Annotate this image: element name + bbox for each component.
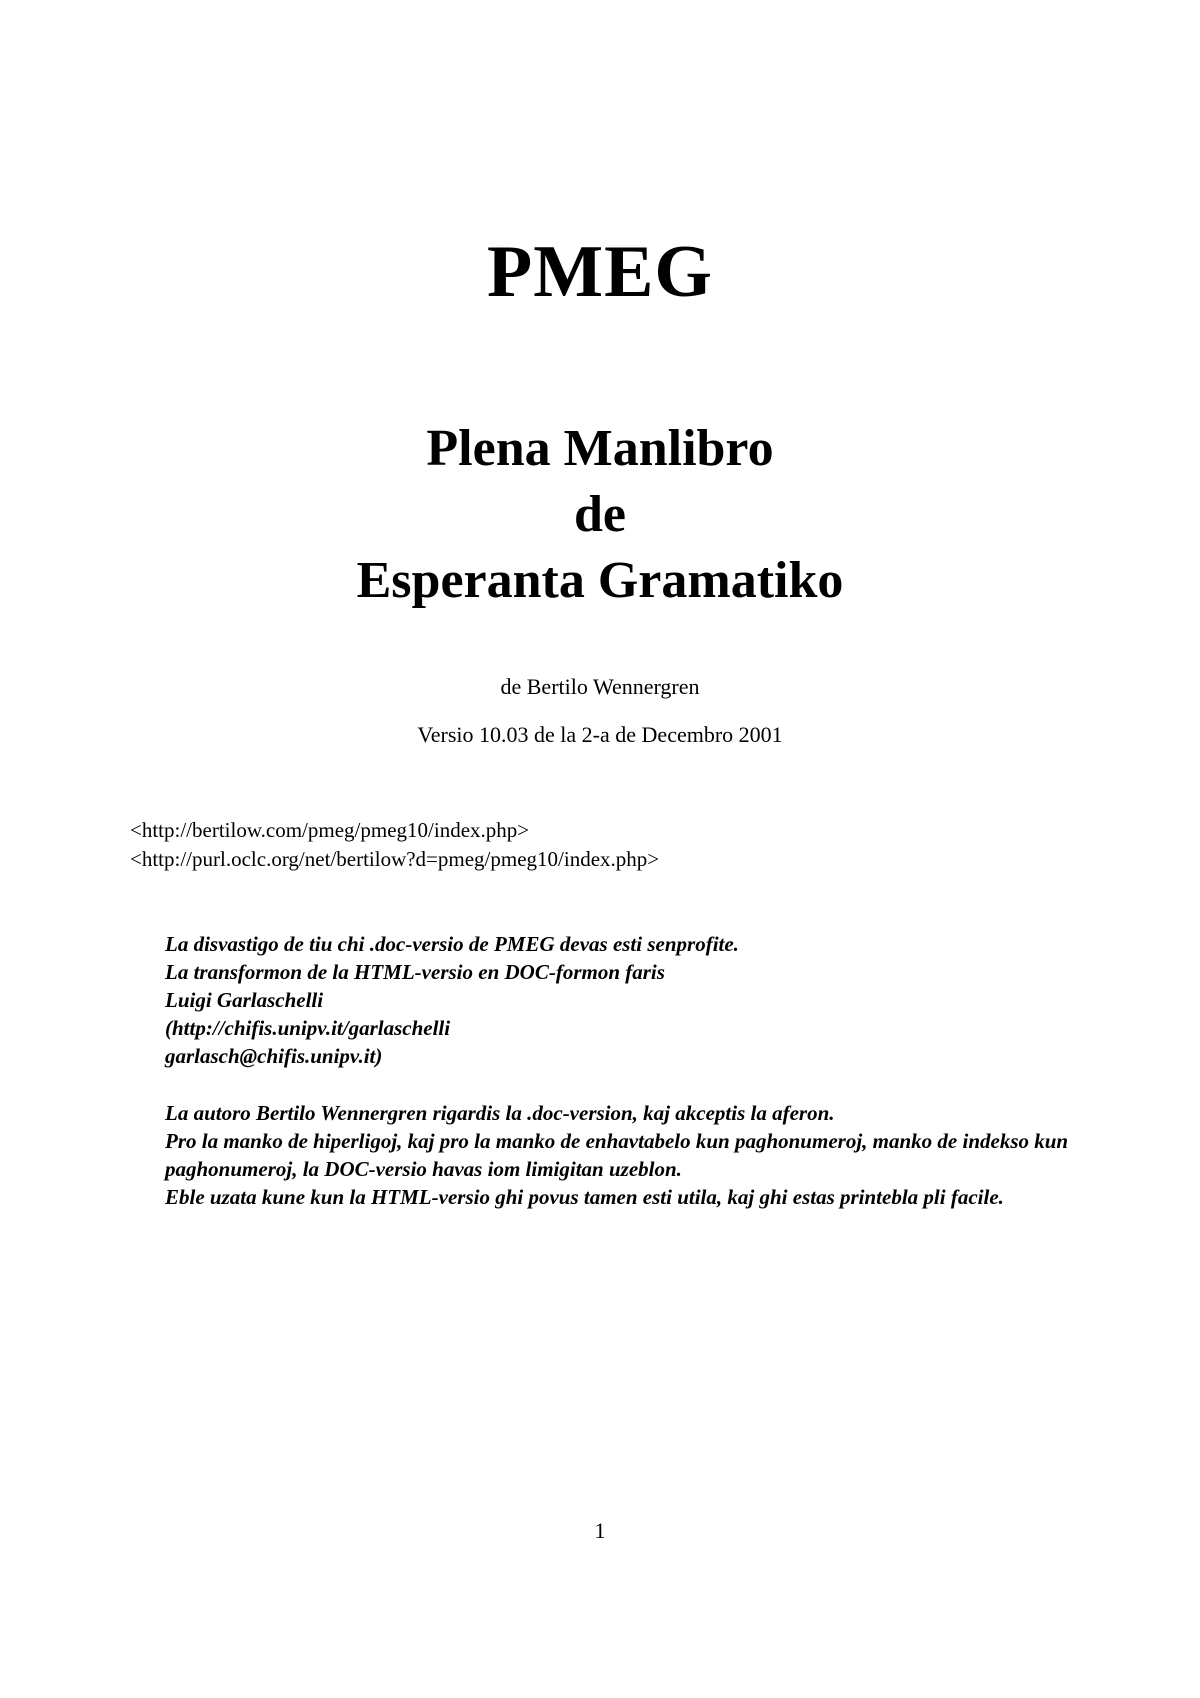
version-line: Versio 10.03 de la 2-a de Decembro 2001 bbox=[417, 722, 783, 747]
url-link-purl[interactable]: <http://purl.oclc.org/net/bertilow?d=pmeg/pmeg10/index.php> bbox=[130, 847, 660, 871]
full-title-line: Plena Manlibro bbox=[426, 420, 774, 477]
conversion-note-line: Luigi Garlaschelli bbox=[165, 988, 324, 1012]
document-acronym-title: PMEG bbox=[487, 231, 713, 313]
conversion-note-line: La transformon de la HTML-versio en DOC-formon faris bbox=[165, 960, 665, 984]
full-title-line: de bbox=[574, 486, 626, 543]
conversion-note bbox=[165, 930, 1085, 1070]
usage-note-line: Pro la manko de hiperligoj, kaj pro la manko de enhavtabelo kun paghonumeroj, manko de indekso kun paghonumeroj, la DOC-versio havas iom limigitan uzeblon. bbox=[165, 1129, 1069, 1181]
conversion-note-line: La disvastigo de tiu chi .doc-versio de PMEG devas esti senprofite. bbox=[165, 932, 739, 956]
usage-note-line: Eble uzata kune kun la HTML-versio ghi povus tamen esti utila, kaj ghi estas printebla pli facile. bbox=[165, 1185, 1004, 1209]
author-line: de Bertilo Wennergren bbox=[500, 674, 700, 699]
conversion-note-line: garlasch@chifis.unipv.it) bbox=[165, 1044, 383, 1068]
document-full-title bbox=[0, 416, 1200, 614]
conversion-note-line: (http://chifis.unipv.it/garlaschelli bbox=[165, 1016, 451, 1040]
full-title-line: Esperanta Gramatiko bbox=[356, 552, 844, 609]
usage-note bbox=[165, 1099, 1085, 1211]
url-list bbox=[130, 816, 659, 874]
usage-note-line: La autoro Bertilo Wennergren rigardis la .doc-version, kaj akceptis la aferon. bbox=[165, 1101, 835, 1125]
url-link-primary[interactable]: <http://bertilow.com/pmeg/pmeg10/index.php> bbox=[130, 818, 530, 842]
page-number: 1 bbox=[594, 1518, 606, 1543]
